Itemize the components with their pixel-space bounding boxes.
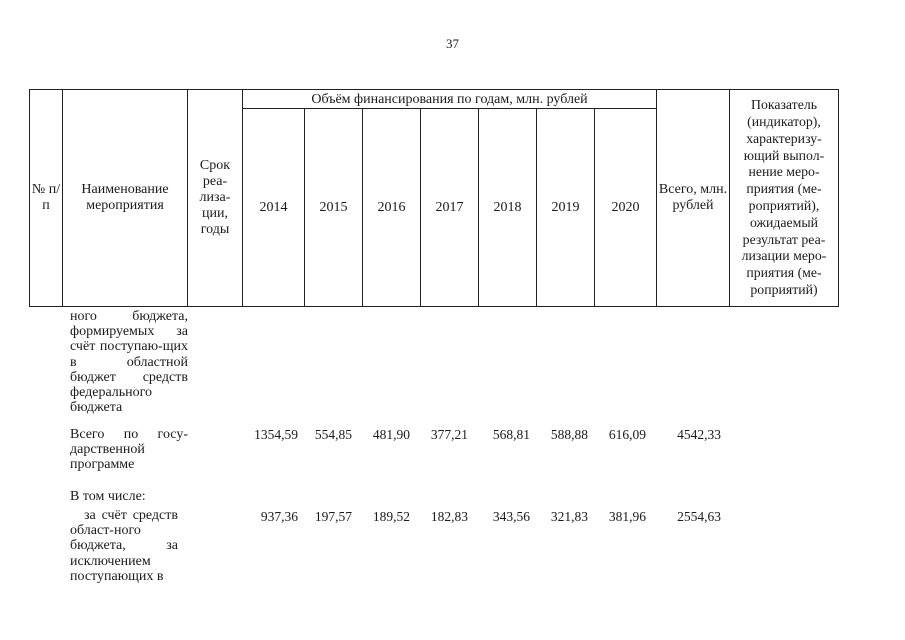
row-value-2016: 481,90 bbox=[372, 427, 410, 442]
header-year-2016: 2016 bbox=[363, 109, 421, 307]
row-value-2017: 377,21 bbox=[430, 427, 468, 442]
row-name: Всего по госу-дарственной программе bbox=[70, 427, 188, 473]
row-value-2018: 343,56 bbox=[492, 509, 530, 524]
row-name: В том числе: bbox=[70, 489, 146, 504]
header-indicator: Показатель (индикатор), характеризу-ющий выпол-нение меро-приятия (ме-роприятий), ожидаемый результат реа-лизации меро-приятия (ме-роприятий) bbox=[730, 90, 839, 307]
row-total: 2554,63 bbox=[677, 509, 721, 524]
row-value-2020: 616,09 bbox=[608, 427, 646, 442]
row-value-2019: 321,83 bbox=[550, 509, 588, 524]
row-name: за счёт средств област-ного бюджета, за исключением поступающих в bbox=[70, 508, 178, 584]
header-year-2015: 2015 bbox=[305, 109, 363, 307]
row-value-2020: 381,96 bbox=[608, 509, 646, 524]
header-year-2020: 2020 bbox=[595, 109, 657, 307]
row-value-2014: 937,36 bbox=[260, 509, 298, 524]
row-value-2014: 1354,59 bbox=[254, 427, 298, 442]
row-value-2019: 588,88 bbox=[550, 427, 588, 442]
header-name: Наименование мероприятия bbox=[63, 90, 188, 307]
header-year-2017: 2017 bbox=[421, 109, 479, 307]
row-value-2017: 182,83 bbox=[430, 509, 468, 524]
header-term: Срок реа-лиза-ции, годы bbox=[188, 90, 243, 307]
row-name: ного бюджета, формируемых за счёт поступаю-щих в областной бюджет средств федерального бюджета bbox=[70, 309, 188, 416]
page-number: 37 bbox=[446, 36, 459, 51]
header-financing-title: Объём финансирования по годам, млн. рублей bbox=[243, 90, 657, 109]
header-number: № п/п bbox=[30, 90, 63, 307]
row-value-2016: 189,52 bbox=[372, 509, 410, 524]
row-value-2015: 554,85 bbox=[314, 427, 352, 442]
header-year-2014: 2014 bbox=[243, 109, 305, 307]
row-value-2018: 568,81 bbox=[492, 427, 530, 442]
header-year-2018: 2018 bbox=[479, 109, 537, 307]
row-value-2015: 197,57 bbox=[314, 509, 352, 524]
header-year-2019: 2019 bbox=[537, 109, 595, 307]
header-total: Всего, млн. рублей bbox=[657, 90, 730, 307]
row-total: 4542,33 bbox=[677, 427, 721, 442]
